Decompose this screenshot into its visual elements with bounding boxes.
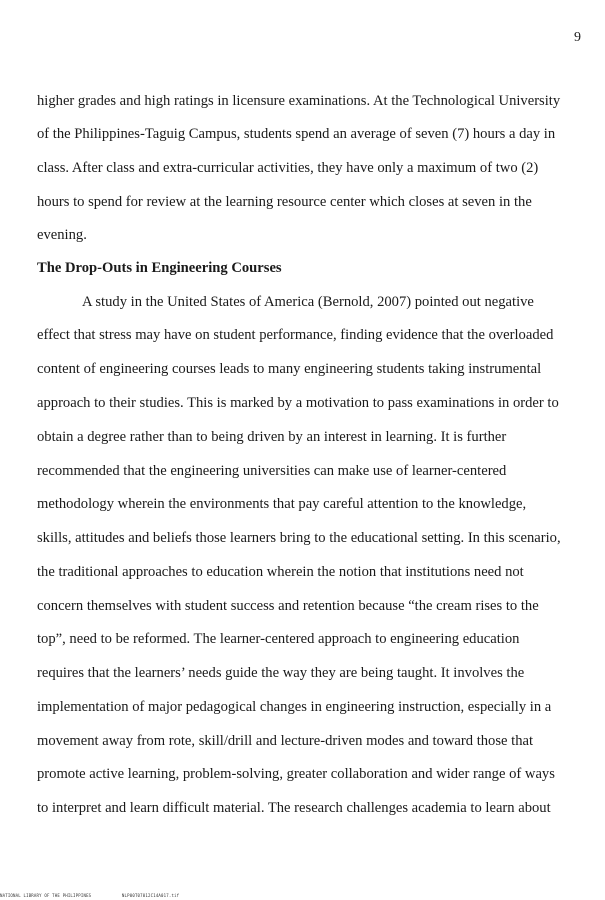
paragraph-line: content of engineering courses leads to many engineering students taking instrumental [37,361,542,377]
paragraph-line: hours to spend for review at the learning resource center which closes at seven in the [37,194,532,210]
paragraph-line: of the Philippines-Taguig Campus, students spend an average of seven (7) hours a day in [37,126,556,142]
page-number: 9 [574,30,581,45]
paragraph-line: the traditional approaches to education wherein the notion that institutions need not [37,564,524,580]
paragraph-line: implementation of major pedagogical changes in engineering instruction, especially in a [37,699,552,715]
paragraph-line: effect that stress may have on student performance, finding evidence that the overloaded [37,327,554,343]
scan-footer [0,893,207,898]
footer-library: NATIONAL LIBRARY OF THE PHILIPPINES [0,893,92,898]
paragraph-line: movement away from rote, skill/drill and lecture-driven modes and toward those that [37,733,534,749]
paragraph-line: recommended that the engineering universities can make use of learner-centered [37,463,507,479]
footer-code: NLP00T07012C14A017.tif [121,893,180,898]
paragraph-line: promote active learning, problem-solving, greater collaboration and wider range of ways [37,766,555,782]
paragraph-line: obtain a degree rather than to being driven by an interest in learning. It is further [37,429,507,445]
paragraph-line: skills, attitudes and beliefs those learners bring to the educational setting. In this scenario, [37,530,561,546]
paragraph-line: to interpret and learn difficult material. The research challenges academia to learn about [37,800,551,816]
paragraph-line: approach to their studies. This is marked by a motivation to pass examinations in order to [37,395,559,411]
paragraph-line: A study in the United States of America (Bernold, 2007) pointed out negative [82,294,534,310]
paragraph-line: methodology wherein the environments that pay careful attention to the knowledge, [37,496,527,512]
paragraph-line: evening. [37,227,87,243]
paragraph-line: requires that the learners’ needs guide the way they are being taught. It involves the [37,665,525,681]
paragraph-line: concern themselves with student success and retention because “the cream rises to the [37,598,539,614]
section-heading: The Drop-Outs in Engineering Courses [37,260,282,276]
paragraph-line: top”, need to be reformed. The learner-centered approach to engineering education [37,631,520,647]
paragraph-line: class. After class and extra-curricular activities, they have only a maximum of two (2) [37,160,539,176]
paragraph-line: higher grades and high ratings in licensure examinations. At the Technological University [37,93,561,109]
